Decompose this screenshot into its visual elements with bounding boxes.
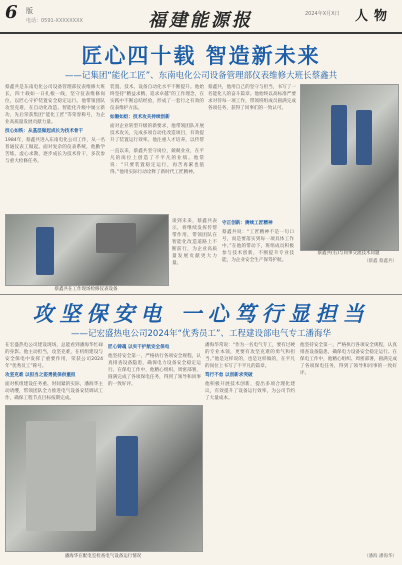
article1-photo-main [5,214,169,286]
article1-col2b-text: 面对企业转型升级的新要求，他带领团队开展技术攻关，完成多项自动化改造项目，有效提升了装置运行效率。他注重人才培养，以传帮 [110,124,204,143]
article1-col4-heading: 守正创新：赓续工匠精神 [222,221,273,226]
article1-col4 [222,218,294,290]
photo-person-figure [36,227,54,275]
article1-col1-text: 蔡鑫共是东南电化公司设备管理部仪表维修大班长，四十载如一日扎根一线，坚守仪表维修岗位，以匠心守护装置安全稳定运行。他带领团队攻坚克难，在自动化改造、智能化升级中屡立新功，先后荣获集团“能化工匠”等荣誉称号，为企业高质量发展贡献力量。 [5,85,105,125]
article1-photo-side [300,84,399,251]
article2-col1-heading: 攻坚克难 以担当之姿勇挑保供重担 [5,373,76,378]
article2-byline: （潘海 潘海华） [364,554,397,559]
page-number: 6 [5,2,18,23]
article2-col3-heading: 笃行不怠 以创新求突破 [205,373,253,378]
article1-col1-heading: 技心如铁：从基层做起成长为技术骨干 [5,129,84,134]
article2-col1-text: 在宏盛热电公司建设现场，总能看到潘海华忙碌的身影。他主动担当，攻坚克难，在机组建设与安全保电中发挥了重要作用，荣获公司2024年“优秀员工”称号。 [5,343,103,369]
article2-col4-text: 他坚持安全第一，严格执行各项安全规程，认真排查设备隐患，确保电力设备安全稳定运行。在保电工作中，他精心组织、周密部署，圆满完成了各项保电任务，得到了领导和同事的一致好评。 [300,343,397,376]
article1-photo-main-caption: 蔡鑫共在工作现场检修仪表设备 [54,287,118,292]
photo-switchgear [26,421,96,531]
article1-col1 [5,84,105,214]
article1-col2-cont [110,148,204,214]
article1-title: 匠心四十载 智造新未来 [81,43,321,68]
photo-person-right [356,110,372,165]
article1-col2 [110,84,204,144]
page-ban-label: 版 [26,7,33,15]
article2-col3 [205,342,295,562]
photo-equipment [96,223,136,253]
article2-col2-text: 他坚持安全第一，严格执行各项安全规程，认真排查设备隐患，确保电力设备安全稳定运行。在保电工作中，他精心组织、周密部署，圆满完成了各项保电任务，得到了领导和同事的一致好评。 [108,354,201,387]
article1-byline: （蔡鑫 蔡鑫共） [364,259,397,264]
article2-col2 [108,342,201,402]
article1-side-text: 谈到未来，蔡鑫共表示，将继续发挥传帮带作用，带领团队在智能化改造道路上不断前行，为企业高质量发展贡献更大力量。 [172,219,217,266]
article2-photo [5,405,203,552]
article1-subtitle: ——记集团“能化工匠”、东南电化公司设备管理部仪表维修大班长蔡鑫共 [64,71,338,81]
article2-photo-caption: 潘海华在配电室检查电气设备运行情况 [64,554,142,559]
article1-photo-side-caption: 蔡鑫共(右)与同事交流技术问题 [317,251,380,256]
article1-col1b-text: 1984年，蔡鑫共进入东南电化公司工作，从一名普通仪表工做起。面对复杂的仪表系统，他勤学苦练，虚心求教，逐步成长为技术骨干，多次参与重大检修任务。 [5,138,105,164]
article1-col2-heading: 如磐如炬：技术攻关持续创新 [110,115,170,120]
article1-col4-text: 蔡鑫共说：“工匠精神不是一句口号，而是要落实到每一项具体工作中。”在他的带动下，班组成员积极参与技术创新，不断提升专业技能，为企业安全生产保驾护航。 [222,230,294,263]
header-rule [0,32,402,34]
article2-col3-text: 潘海华常说：“作为一名电气专工，要有过硬的专业本领，更要有攻坚克难的勇气和担当。”他是这样说的，也是这样做的，在平凡的岗位上书写了不平凡的篇章。 [205,343,295,369]
article2-col2-heading: 匠心铸魂 以实干护航安全保电 [108,345,170,350]
issue-date: 2024年X月X日 [305,11,340,17]
page-contact: 电话：0591-XXXXXXXX [26,18,83,24]
article2-col4 [300,342,397,552]
article1-side-col [172,218,217,288]
article-divider [0,294,402,295]
article2-col3b-text: 他积极开展技术创新，提出多项合理化建议，有效提升了设备运行效率，为公司节约了大量成本。 [205,382,295,401]
article1-col3 [208,84,296,214]
article2-title: 攻坚保安电 一心笃行显担当 [32,301,370,326]
photo-worker [116,436,138,516]
article2-col1b-text: 面对机组建设任务重、时间紧的实际，潘海华主动请缨，带领团队全力推进电气设备安装调试工作，确保工程节点目标按期完成。 [5,382,103,401]
article2-subtitle: ——记宏盛热电公司2024年“优秀员工”、工程建设部电气专工潘海华 [71,329,331,339]
newspaper-masthead: 福建能源报 [148,10,253,31]
page-header [0,0,402,34]
article1-col4-text: 蔡鑫共，他用自己的坚守与担当，书写了一名能化人的奋斗篇章。他始终以高标准严要求对待每一项工作，带领班组成员圆满完成各项任务，获得了同事们的一致认可。 [208,85,296,111]
section-name: 人物 [355,9,394,24]
photo-person-left [331,105,347,165]
article1-col2-text: 装置、技术、设备自动化水平不断提升。他始终坚持“精益求精、追求卓越”的工作理念，在实践中不断总结经验，形成了一套行之有效的仪表维护方法。 [110,85,204,111]
article1-col3-text: 一直以来，蔡鑫共坚守岗位，兢兢业业，在平凡的岗位上创造了不平凡的业绩。他常说：“只要装置稳定运行，再苦再累也值得。”他用实际行动诠释了新时代工匠精神。 [110,149,204,175]
